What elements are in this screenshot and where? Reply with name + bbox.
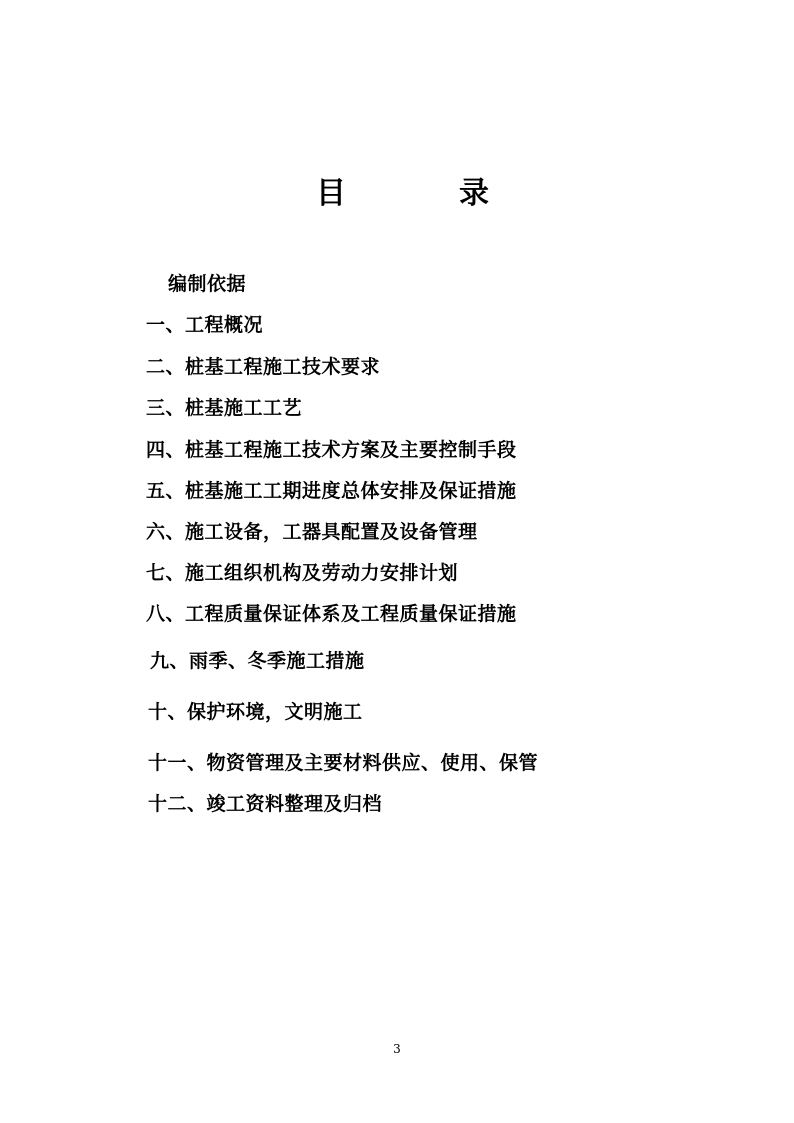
toc-item: 二、桩基工程施工技术要求 <box>146 356 381 378</box>
toc-title-left: 目 <box>316 176 346 211</box>
toc-item: 四、桩基工程施工技术方案及主要控制手段 <box>146 439 517 461</box>
toc-item: 编制依据 <box>168 273 247 295</box>
toc-item: 一、工程概况 <box>146 314 264 336</box>
toc-item: 八、工程质量保证体系及工程质量保证措施 <box>146 603 517 625</box>
toc-item: 十、保护环境，文明施工 <box>148 701 363 723</box>
page-number: 3 <box>393 1042 401 1056</box>
toc-item: 五、桩基施工工期进度总体安排及保证措施 <box>146 480 517 502</box>
toc-item: 六、施工设备，工器具配置及设备管理 <box>146 521 478 543</box>
toc-item: 三、桩基施工工艺 <box>146 397 303 419</box>
toc-title-right: 录 <box>459 176 489 211</box>
toc-item: 十二、竣工资料整理及归档 <box>148 793 383 815</box>
toc-item: 七、施工组织机构及劳动力安排计划 <box>146 562 459 584</box>
toc-item: 九、雨季、冬季施工措施 <box>150 650 365 672</box>
toc-item: 十一、物资管理及主要材料供应、使用、保管 <box>148 752 539 774</box>
